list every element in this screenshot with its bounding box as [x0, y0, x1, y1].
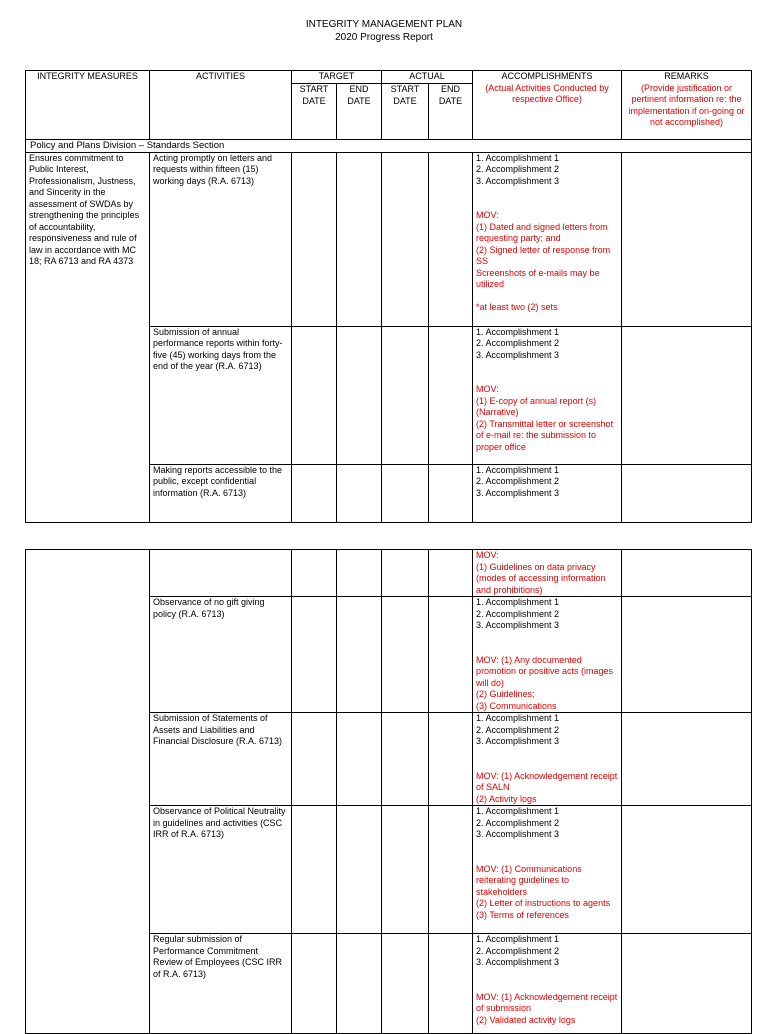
- mov-line: (2) Transmittal letter or screenshot of e-mail re: the submission to proper office: [476, 418, 614, 452]
- accomplishment-item: 2. Accomplishment 2: [476, 945, 560, 956]
- mov-line: (2) Guidelines;: [476, 689, 535, 699]
- actual-end-cell: [429, 550, 473, 597]
- accomplishment-item: 3. Accomplishment 3: [476, 487, 560, 498]
- activity-cell: Observance of Political Neutrality in guidelines and activities (CSC IRR of R.A. 6713): [150, 806, 292, 934]
- document-title: INTEGRITY MANAGEMENT PLAN: [305, 19, 463, 30]
- mov-line: (1) Guidelines on data privacy (modes of accessing information and prohibitions): [476, 561, 606, 595]
- mov-line: MOV:: [476, 550, 499, 560]
- mov-line: (2) Signed letter of response from SS: [476, 244, 611, 266]
- accomplishments-cell: [473, 550, 622, 597]
- remarks-cell: [622, 550, 752, 597]
- mov-line: MOV: (1) Acknowledgement receipt of SALN: [476, 770, 618, 792]
- accomplishments-cell: [473, 464, 622, 522]
- actual-end-cell: [429, 152, 473, 326]
- integrity-measure-cell: Ensures commitment to Public Interest, Professionalism, Justness, and Sincerity in the assessment of SWDAs by strengthening the principles of accountability, responsiveness and rule of law in accordance with MC 18; RA 6713 and RA 4373: [26, 152, 150, 522]
- actual-end-cell: [429, 934, 473, 1034]
- accomplishment-item: 1. Accomplishment 1: [476, 152, 560, 163]
- accomplishment-item: 1. Accomplishment 1: [476, 713, 560, 723]
- actual-start-cell: [382, 713, 429, 806]
- header-activities: ACTIVITIES: [150, 71, 292, 140]
- accomplishments-cell: [473, 326, 622, 464]
- actual-end-cell: [429, 806, 473, 934]
- accomplishments-cell: [473, 597, 622, 713]
- accomplishment-item: 3. Accomplishment 3: [476, 620, 560, 630]
- mov-line: Screenshots of e-mails may be utilized: [476, 267, 600, 289]
- actual-start-cell: [382, 597, 429, 713]
- remarks-cell: [622, 326, 752, 464]
- accomplishments-cell: [473, 806, 622, 934]
- activity-cell: Regular submission of Performance Commitment Review of Employees (CSC IRR of R.A. 6713): [150, 934, 292, 1034]
- accomplishment-item: 2. Accomplishment 2: [476, 164, 560, 174]
- header-target-start-date: START DATE: [292, 84, 337, 140]
- target-end-cell: [337, 152, 382, 326]
- target-start-cell: [292, 713, 337, 806]
- mov-line: (1) E-copy of annual report (s) (Narrative): [476, 395, 597, 417]
- activity-cell: Submission of annual performance reports within forty-five (45) working days from the end of the year (R.A. 6713): [150, 326, 292, 464]
- target-start-cell: [292, 464, 337, 522]
- progress-table-page-2: [25, 549, 752, 1034]
- accomplishments-cell: [473, 152, 622, 326]
- mov-line: (3) Communications: [476, 700, 557, 711]
- mov-line: MOV: (1) Communications reiterating guidelines to stakeholders: [476, 863, 582, 897]
- remarks-cell: [622, 806, 752, 934]
- accomplishment-item: 2. Accomplishment 2: [476, 608, 560, 619]
- activity-cell: Acting promptly on letters and requests within fifteen (15) working days (R.A. 6713): [150, 152, 292, 326]
- header-accomplishments-label: ACCOMPLISHMENTS: [501, 71, 593, 81]
- header-integrity-measures: INTEGRITY MEASURES: [26, 71, 150, 140]
- integrity-measure-cell: [26, 550, 150, 1034]
- header-remarks: [622, 71, 752, 140]
- target-start-cell: [292, 152, 337, 326]
- actual-start-cell: [382, 550, 429, 597]
- target-start-cell: [292, 326, 337, 464]
- document-subtitle: 2020 Progress Report: [335, 32, 433, 43]
- mov-line: MOV:: [476, 210, 499, 220]
- mov-line: (2) Letter of instructions to agents: [476, 898, 611, 908]
- header-remarks-note: (Provide justification or pertinent information re: the implementation if on-going or not accomplished): [628, 82, 745, 127]
- actual-end-cell: [429, 464, 473, 522]
- mov-line: (1) Dated and signed letters from requesting party; and: [476, 221, 608, 243]
- mov-line: (2) Activity logs: [476, 793, 537, 804]
- activity-cell: Making reports accessible to the public, except confidential information (R.A. 6713): [150, 464, 292, 522]
- target-end-cell: [337, 597, 382, 713]
- mov-line: MOV: (1) Any documented promotion or positive acts (images will do): [476, 654, 614, 688]
- activity-cell: Observance of no gift giving policy (R.A. 6713): [150, 597, 292, 713]
- header-actual-start-date: START DATE: [382, 84, 429, 140]
- table-row: [26, 152, 752, 326]
- accomplishment-item: 1. Accomplishment 1: [476, 806, 560, 816]
- target-start-cell: [292, 597, 337, 713]
- actual-start-cell: [382, 806, 429, 934]
- mov-line: MOV:: [476, 384, 499, 394]
- activity-cell: Submission of Statements of Assets and Liabilities and Financial Disclosure (R.A. 6713): [150, 713, 292, 806]
- remarks-cell: [622, 597, 752, 713]
- mov-note: *at least two (2) sets: [476, 301, 558, 312]
- accomplishments-cell: [473, 934, 622, 1034]
- header-accomplishments-note: (Actual Activities Conducted by respective Office): [485, 82, 609, 104]
- accomplishment-item: 3. Accomplishment 3: [476, 736, 560, 746]
- header-remarks-label: REMARKS: [664, 71, 709, 81]
- mov-line: (2) Validated activity logs: [476, 1014, 576, 1025]
- header-target: TARGET: [292, 71, 382, 84]
- target-end-cell: [337, 550, 382, 597]
- actual-start-cell: [382, 464, 429, 522]
- section-title: Policy and Plans Division – Standards Section: [26, 140, 752, 153]
- accomplishment-item: 3. Accomplishment 3: [476, 175, 560, 186]
- target-end-cell: [337, 326, 382, 464]
- actual-end-cell: [429, 326, 473, 464]
- remarks-cell: [622, 464, 752, 522]
- actual-end-cell: [429, 713, 473, 806]
- actual-start-cell: [382, 934, 429, 1034]
- target-end-cell: [337, 806, 382, 934]
- accomplishment-item: 1. Accomplishment 1: [476, 326, 560, 337]
- accomplishment-item: 2. Accomplishment 2: [476, 724, 560, 735]
- accomplishment-item: 3. Accomplishment 3: [476, 349, 560, 360]
- target-end-cell: [337, 934, 382, 1034]
- actual-end-cell: [429, 597, 473, 713]
- remarks-cell: [622, 152, 752, 326]
- actual-start-cell: [382, 152, 429, 326]
- accomplishment-item: 2. Accomplishment 2: [476, 338, 560, 348]
- header-actual-end-date: END DATE: [429, 84, 473, 140]
- remarks-cell: [622, 934, 752, 1034]
- accomplishment-item: 3. Accomplishment 3: [476, 957, 560, 967]
- progress-table-page-1: [25, 70, 752, 523]
- target-start-cell: [292, 550, 337, 597]
- target-start-cell: [292, 934, 337, 1034]
- accomplishment-item: 1. Accomplishment 1: [476, 597, 560, 607]
- target-end-cell: [337, 713, 382, 806]
- accomplishment-item: 1. Accomplishment 1: [476, 464, 560, 475]
- accomplishment-item: 3. Accomplishment 3: [476, 829, 560, 839]
- table-row: [26, 550, 752, 597]
- header-actual: ACTUAL: [382, 71, 473, 84]
- actual-start-cell: [382, 326, 429, 464]
- accomplishment-item: 1. Accomplishment 1: [476, 934, 560, 944]
- accomplishment-item: 2. Accomplishment 2: [476, 476, 560, 486]
- mov-line: (3) Terms of references: [476, 909, 569, 920]
- remarks-cell: [622, 713, 752, 806]
- header-accomplishments: [473, 71, 622, 140]
- accomplishment-item: 2. Accomplishment 2: [476, 817, 560, 828]
- mov-line: MOV: (1) Acknowledgement receipt of submission: [476, 991, 618, 1013]
- target-end-cell: [337, 464, 382, 522]
- activity-cell: [150, 550, 292, 597]
- target-start-cell: [292, 806, 337, 934]
- accomplishments-cell: [473, 713, 622, 806]
- header-target-end-date: END DATE: [337, 84, 382, 140]
